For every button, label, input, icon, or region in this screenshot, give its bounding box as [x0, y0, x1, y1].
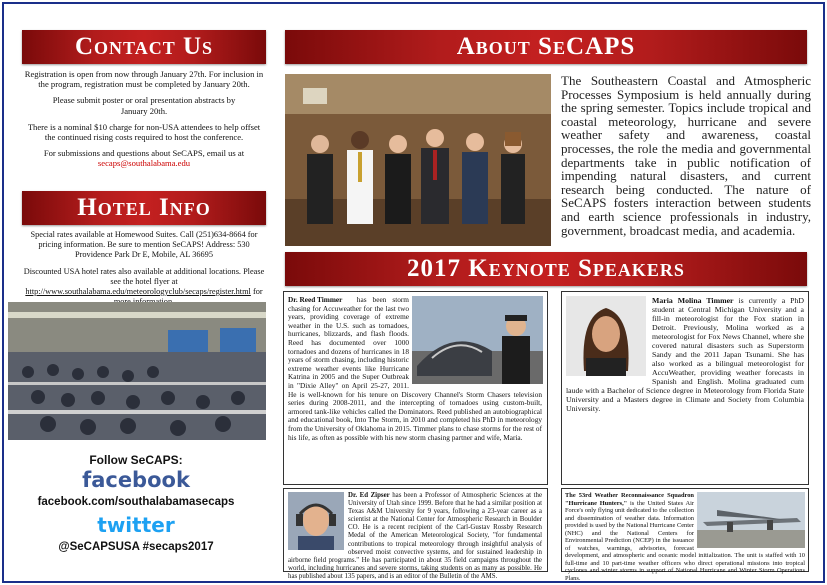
hotel-banner — [22, 191, 266, 225]
timmer-card — [283, 291, 548, 485]
contact-email-link[interactable]: secaps@southalabama.edu — [97, 158, 191, 169]
contact-registration: Registration is open from now through January 27th. For inclusion in the program, registration must be completed by January 20th. — [24, 69, 264, 90]
keynote-title: 2017 Keynote Speakers — [407, 255, 685, 282]
hotel-text — [22, 230, 266, 307]
facebook-link[interactable]: facebook.com/southalabamasecaps — [37, 496, 235, 508]
about-banner — [285, 30, 807, 64]
group-photo-image — [285, 74, 551, 246]
about-description: The Southeastern Coastal and Atmospheric Processes Symposium is held annually during the spring semester. Topics include tropical and coastal meteorology, hurricane and severe weather safety and awareness, coastal processes, the role the media and governmental departments take in public notification of impending natural disasters, and current research being conducted. The nature of SeCAPS fosters interaction between students and earth science professionals in industry, government, broadcast media, and academia. — [561, 73, 811, 238]
conference-room-image — [8, 302, 266, 440]
twitter-logo-icon: twitter — [97, 513, 175, 537]
follow-label: Follow SeCAPS: — [89, 453, 183, 467]
zipser-photo — [288, 492, 344, 550]
molina-card — [561, 291, 809, 485]
hunters-card — [561, 488, 809, 582]
hunters-bio: The 53rd Weather Reconnaissance Squadron "Hurricane Hunters," is the United States Air Force's only flying unit dedicated to the collection and dissemination of weather data. Information provided is used by the National Hurricane Center (NHC) and the National Centers for Environmental Prediction (NCEP) in the issuance of watches, warnings, advisories, forecast development, and atmospheric and oceanic model initialization. The unit is staffed with 10 full-time and 10 part-time weather officers who direct operational missions into tropical cyclones and winter storms in support of National Hurricane and Winter Storm Operations Plans. — [565, 492, 805, 582]
molina-photo — [566, 296, 646, 376]
molina-name: Maria Molina Timmer — [652, 296, 734, 305]
about-title: About SeCAPS — [456, 33, 636, 60]
hunters-name: The 53rd Weather Reconnaissance Squadron "Hurricane Hunters," — [565, 492, 694, 507]
keynote-banner — [285, 252, 807, 286]
hotel-discount: Discounted USA hotel rates also available at additional locations. Please see the hotel flyer at http://www.southalabama.edu/meteorologyclub/secaps/register.html for — [23, 266, 265, 297]
zipser-bio: Dr. Ed Zipser has been a Professor of Atmospheric Sciences at the University of Utah since 1999. Before that he had a similar position at Texas A&M University for 9 years, following a 23-year career as a scientist at the National Center for Atmospheric Research in Boulder CO. He is a recent recipient of the Carl-Gustav Rossby Research Medal of the American Meteorological Society, "for fundamental contributions to tropical meteorology through insightful analysis of observed moist convective systems, and for sustained leadership in airborne field programs." He has participated in about 35 field campaigns throughout the world, including hurricanes and severe storms, taking students on as many as possible. He has published about 135 papers, and is an editor of the Bulletin of the AMS. — [288, 492, 542, 580]
hotel-rates: Special rates available at Homewood Suites. Call (251)634-8664 for pricing information. Be sure to mention SeCAPS! Address: 530 Providence Park Dr E, Mobile, AL 36695 — [30, 230, 258, 260]
zipser-name: Dr. Ed Zipser — [348, 492, 390, 499]
contact-questions: For submissions and questions about SeCAPS, email us at secaps@southalabama.edu — [43, 148, 245, 169]
about-group-photo — [285, 74, 551, 246]
zipser-card — [283, 488, 548, 580]
contact-banner — [22, 30, 266, 64]
timmer-name: Dr. Reed Timmer — [288, 295, 343, 304]
hotel-title: Hotel Info — [77, 194, 211, 221]
twitter-handle: @SeCAPSUSA #secaps2017 — [58, 541, 214, 553]
facebook-logo-icon: facebook — [82, 468, 190, 492]
contact-text — [22, 69, 266, 169]
hotel-flyer-link[interactable]: http://www.southalabama.edu/meteorologyclub/secaps/register.html — [25, 287, 251, 297]
timmer-bio: has been storm chasing for Accuweather for the last two years, providing coverage of extreme weather in the U.S. such as tornadoes, hurricanes, blizzards, and flash floods. Reed has documented over 1000 tornadoes and dozens of hurricanes in 18 years of storm chasing, including historic extreme weather events like Hurricane Katrina in 2005 and the Super Outbreak in "Dixie Alley" on April 25-27, 2011. He is well-known for his tenure on Discovery Channel's Storm Chasers television series during 2008-2011, and the intercepting of tornadoes using custom-built, armored tank-like vehicles called the Dominators. Reed published an autobiographical and educational book, Into The Storm, in 2010 and completed his PhD in meteorology from the University of Oklahoma in 2015. Timmer plans to chase storms for the rest of his life, as often as possible with his new storm chasing partner and wife, Maria. — [288, 295, 542, 442]
molina-bio: Maria Molina Timmer is currently a PhD student at Central Michigan University and a fill-in meteorologist for the Fox station in Detroit. Previously, Molina worked as a meteorologist for Fox News Channel, where she covered natural disasters such as Superstorm Sandy and the 2011 Japan Tsunami. She has also worked as a bilingual meteorologist for AccuWeather, providing weather forecasts in Spanish and English. Molina graduated cum laude with a Bachelor of Science degree in Meteorology from Florida State University and a Masters degree in Climate and Society from Columbia University. — [566, 296, 804, 413]
contact-abstracts: Please submit poster or oral presentation abstracts by January 20th. — [52, 95, 236, 116]
conference-photo — [8, 302, 266, 440]
hunters-plane-photo — [697, 492, 805, 548]
contact-title: Contact Us — [74, 33, 214, 60]
contact-charge: There is a nominal $10 charge for non-USA attendees to help offset the continued rising costs required to host the conference. — [27, 121, 261, 143]
